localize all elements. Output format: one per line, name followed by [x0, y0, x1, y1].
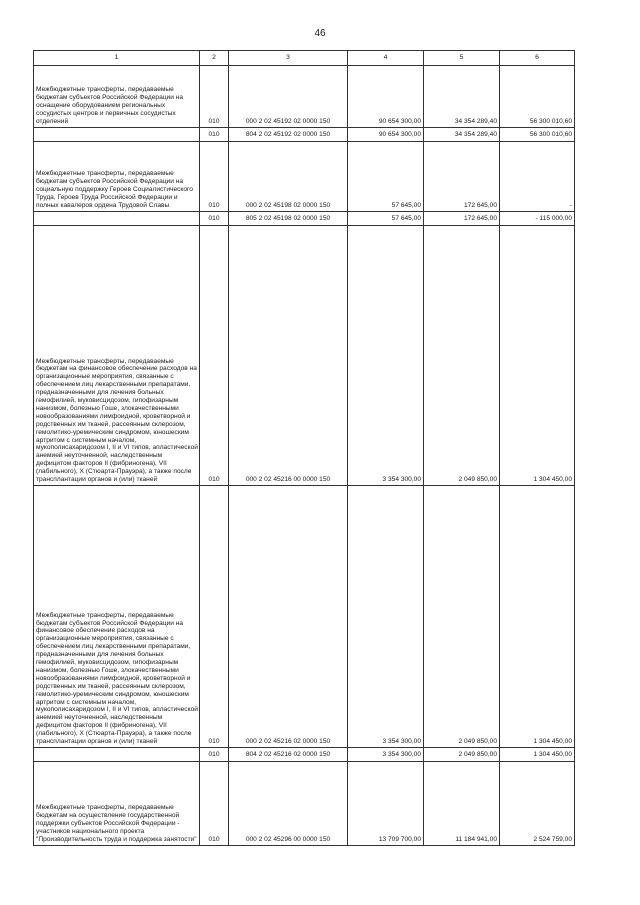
row-value-col5: 11 184 941,00 [424, 762, 500, 846]
budget-table [33, 50, 575, 846]
row-value-col5: 172 645,00 [424, 212, 500, 226]
row-description-empty [34, 212, 200, 226]
table-row [34, 748, 575, 762]
row-code-line: 010 [200, 748, 229, 762]
row-value-col4: 57 645,00 [348, 142, 424, 212]
row-budget-code: 000 2 02 45296 00 0000 150 [229, 762, 348, 846]
header-cell: 5 [424, 51, 500, 66]
row-value-col4: 3 354 300,00 [348, 748, 424, 762]
row-value-col4: 3 354 300,00 [348, 486, 424, 748]
row-description: Межбюджетные трансферты, передаваемые бюджетам субъектов Российской Федерации на финансовое обеспечение расходов на организационные мероприятия, связанные с обеспечением лиц лекарственными препаратами, предназначенными для лечения больных гемофилией, муковисцидозом, гипофизарным нанизмом, болезнью Гоше, злокачественными новообразованиями лимфоидной, кроветворной и родственных им тканей, рассеянным склерозом, гемолитико-уремическим синдромом, юношеским артритом с системным началом, мукополисахаридозом I, II и VI типов, апластической анемией неуточненной, наследственным дефицитом факторов II (фибриногена), VII (лабильного), X (Стюарта-Прауэра), а также после трансплантации органов и (или) тканей [34, 486, 200, 748]
row-description: Межбюджетные трансферты, передаваемые бюджетам на финансовое обеспечение расходов на организационные мероприятия, связанные с обеспечением лиц лекарственными препаратами, предназначенными для лечения больных гемофилией, муковисцидозом, гипофизарным нанизмом, болезнью Гоше, злокачественными новообразованиями лимфоидной, кроветворной и родственных им тканей, рассеянным склерозом, гемолитико-уремическим синдромом, юношеским артритом с системным началом, мукополисахаридозом I, II и VI типов, апластической анемией неуточненной, наследственным дефицитом факторов II (фибриногена), VII (лабильного), X (Стюарта-Прауэра), а также после трансплантации органов и (или) тканей [34, 226, 200, 486]
header-cell: 6 [500, 51, 575, 66]
row-description: Межбюджетные трансферты, передаваемые бюджетам субъектов Российской Федерации на социальную поддержку Героев Социалистического Труда, Героев Труда Российской Федерации и полных кавалеров ордена Трудовой Славы [34, 142, 200, 212]
row-code-line: 010 [200, 128, 229, 142]
row-value-col4: 57 645,00 [348, 212, 424, 226]
row-value-col5: 34 354 289,40 [424, 128, 500, 142]
row-description-empty [34, 748, 200, 762]
row-value-col6: - [500, 142, 575, 212]
table-row [34, 142, 575, 212]
row-code-line: 010 [200, 142, 229, 212]
row-value-col6: 1 304 450,00 [500, 486, 575, 748]
row-budget-code: 804 2 02 45216 02 0000 150 [229, 748, 348, 762]
row-value-col5: 2 049 850,00 [424, 226, 500, 486]
row-budget-code: 804 2 02 45192 02 0000 150 [229, 128, 348, 142]
row-value-col5: 2 049 850,00 [424, 748, 500, 762]
row-value-col6: 56 300 010,60 [500, 66, 575, 128]
page-number: 46 [314, 28, 326, 39]
row-value-col4: 90 654 300,00 [348, 66, 424, 128]
table-row [34, 212, 575, 226]
table-row [34, 128, 575, 142]
row-description-empty [34, 128, 200, 142]
row-value-col6: - 115 000,00 [500, 212, 575, 226]
header-cell: 1 [34, 51, 200, 66]
table-row [34, 486, 575, 748]
row-code-line: 010 [200, 486, 229, 748]
row-value-col4: 13 709 700,00 [348, 762, 424, 846]
header-cell: 4 [348, 51, 424, 66]
row-budget-code: 000 2 02 45192 02 0000 150 [229, 66, 348, 128]
table-header-row [34, 51, 575, 66]
row-value-col4: 90 654 300,00 [348, 128, 424, 142]
row-value-col5: 172 645,00 [424, 142, 500, 212]
row-budget-code: 000 2 02 45216 02 0000 150 [229, 486, 348, 748]
table-row [34, 226, 575, 486]
row-budget-code: 805 2 02 45198 02 0000 150 [229, 212, 348, 226]
row-value-col6: 56 300 010,60 [500, 128, 575, 142]
header-cell: 2 [200, 51, 229, 66]
table-row [34, 762, 575, 846]
row-budget-code: 000 2 02 45198 02 0000 150 [229, 142, 348, 212]
row-value-col6: 1 304 450,00 [500, 226, 575, 486]
row-code-line: 010 [200, 66, 229, 128]
row-description: Межбюджетные трансферты, передаваемые бюджетам на осуществление государственной поддержки субъектов Российской Федерации - участников национального проекта "Производительность труда и поддержка занятости" [34, 762, 200, 846]
row-value-col5: 34 354 289,40 [424, 66, 500, 128]
row-budget-code: 000 2 02 45216 00 0000 150 [229, 226, 348, 486]
table-row [34, 66, 575, 128]
row-description: Межбюджетные трансферты, передаваемые бюджетам субъектов Российской Федерации на оснащение оборудованием региональных сосудистых центров и первичных сосудистых отделений [34, 66, 200, 128]
row-code-line: 010 [200, 762, 229, 846]
row-value-col6: 2 524 759,00 [500, 762, 575, 846]
row-value-col6: 1 304 450,00 [500, 748, 575, 762]
row-value-col5: 2 049 850,00 [424, 486, 500, 748]
header-cell: 3 [229, 51, 348, 66]
row-code-line: 010 [200, 212, 229, 226]
row-value-col4: 3 354 300,00 [348, 226, 424, 486]
row-code-line: 010 [200, 226, 229, 486]
